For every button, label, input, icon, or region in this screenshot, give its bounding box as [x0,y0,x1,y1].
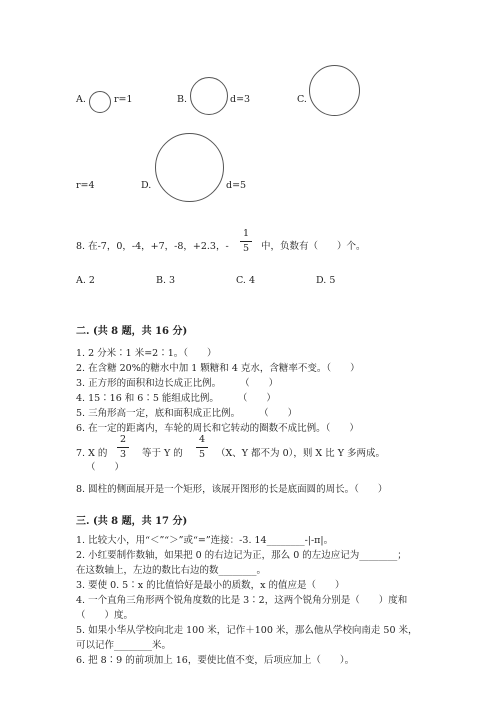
q8-fraction [240,228,252,255]
s3-line-9: 6. 把 8∶9 的前项加上 16，要使比值不变，后项应加上（ ）。 [76,655,355,666]
section2-title: 二. (共 8 题，共 16 分) [76,326,188,337]
q8-option-d: D. 5 [316,275,336,286]
option-c-value: r=4 [76,180,95,191]
q8-option-c: C. 4 [236,275,256,286]
s2-item-6: 6. 在一定的距离内，车轮的周长和它转动的圈数不成比例。（ ） [76,423,359,434]
s2-q7-part2: 等于 Y 的 [142,448,183,459]
circle-a [89,91,111,113]
s2-q7-paren: （ ） [86,462,125,473]
section3-title: 三. (共 8 题，共 17 分) [76,516,188,527]
s2-q7-part3: （X、Y 都不为 0），则 X 比 Y 多两成。 [216,448,385,459]
s2-item-2: 2. 在含糖 20%的糖水中加 1 颗糖和 4 克水，含糖率不变。（ ） [76,363,360,374]
q8-option-a: A. 2 [76,275,95,286]
circle-d [155,133,224,202]
s3-line-5: 4. 一个直角三角形两个锐角度数的比是 3∶2，这两个锐角分别是（ ）度和 [76,595,408,606]
s3-line-7: 5. 如果小华从学校向北走 100 米，记作＋100 米，那么他从学校向南走 50 米， [76,625,418,636]
s3-line-4: 3. 要使 0. 5∶x 的比值恰好是最小的质数，x 的值应是（ ） [76,580,345,591]
s3-line-6: （ ）度。 [76,610,134,621]
q8-fraction-denominator: 5 [242,243,250,254]
q8-text-before: 8. 在-7，0，-4，+7，-8，+2.3，- [76,241,229,252]
q8-option-b: B. 3 [156,275,176,286]
s2-q7-fraction-1 [117,434,129,461]
s3-line-1: 1. 比较大小，用“＜”“＞”或“=”连接：-3. 14________-|-π|。 [76,535,334,546]
s3-line-8: 可以记作________米。 [76,640,172,651]
s2-q7-f2-denominator: 5 [198,449,206,460]
circle-b [190,77,228,115]
s3-line-2: 2. 小红要制作数轴，如果把 0 的右边记为正，那么 0 的左边应记为________； [76,550,407,561]
s2-item-4: 4. 15∶16 和 6∶5 能组成比例。 （ ） [76,393,276,404]
circle-c [309,65,360,116]
q8-text-after: 中，负数有（ ）个。 [261,241,366,252]
option-b-value: d=3 [230,94,251,105]
s2-item-1: 1. 2 分米∶1 米=2∶1。（ ） [76,348,217,359]
option-d-label: D. [141,180,152,191]
option-c-label: C. [297,94,307,105]
s2-item-8: 8. 圆柱的侧面展开是一个矩形，该展开图形的长是底面圆的周长。（ ） [76,484,388,495]
option-a-value: r=1 [114,94,133,105]
option-a-label: A. [76,94,86,105]
option-d-value: d=5 [226,180,247,191]
s2-q7-f2-numerator: 4 [198,434,206,445]
option-b-label: B. [177,94,188,105]
s2-item-3: 3. 正方形的面积和边长成正比例。 （ ） [76,378,279,389]
q8-fraction-numerator: 1 [242,228,250,239]
s2-q7-f1-numerator: 2 [119,434,127,445]
s2-q7-f1-denominator: 3 [119,449,127,460]
s3-line-3: 在这数轴上，左边的数比右边的数________。 [76,565,267,576]
s2-q7-part1: 7. X 的 [76,448,108,459]
s2-item-5: 5. 三角形高一定，底和面积成正比例。 （ ） [76,408,298,419]
s2-q7-fraction-2 [196,434,208,461]
